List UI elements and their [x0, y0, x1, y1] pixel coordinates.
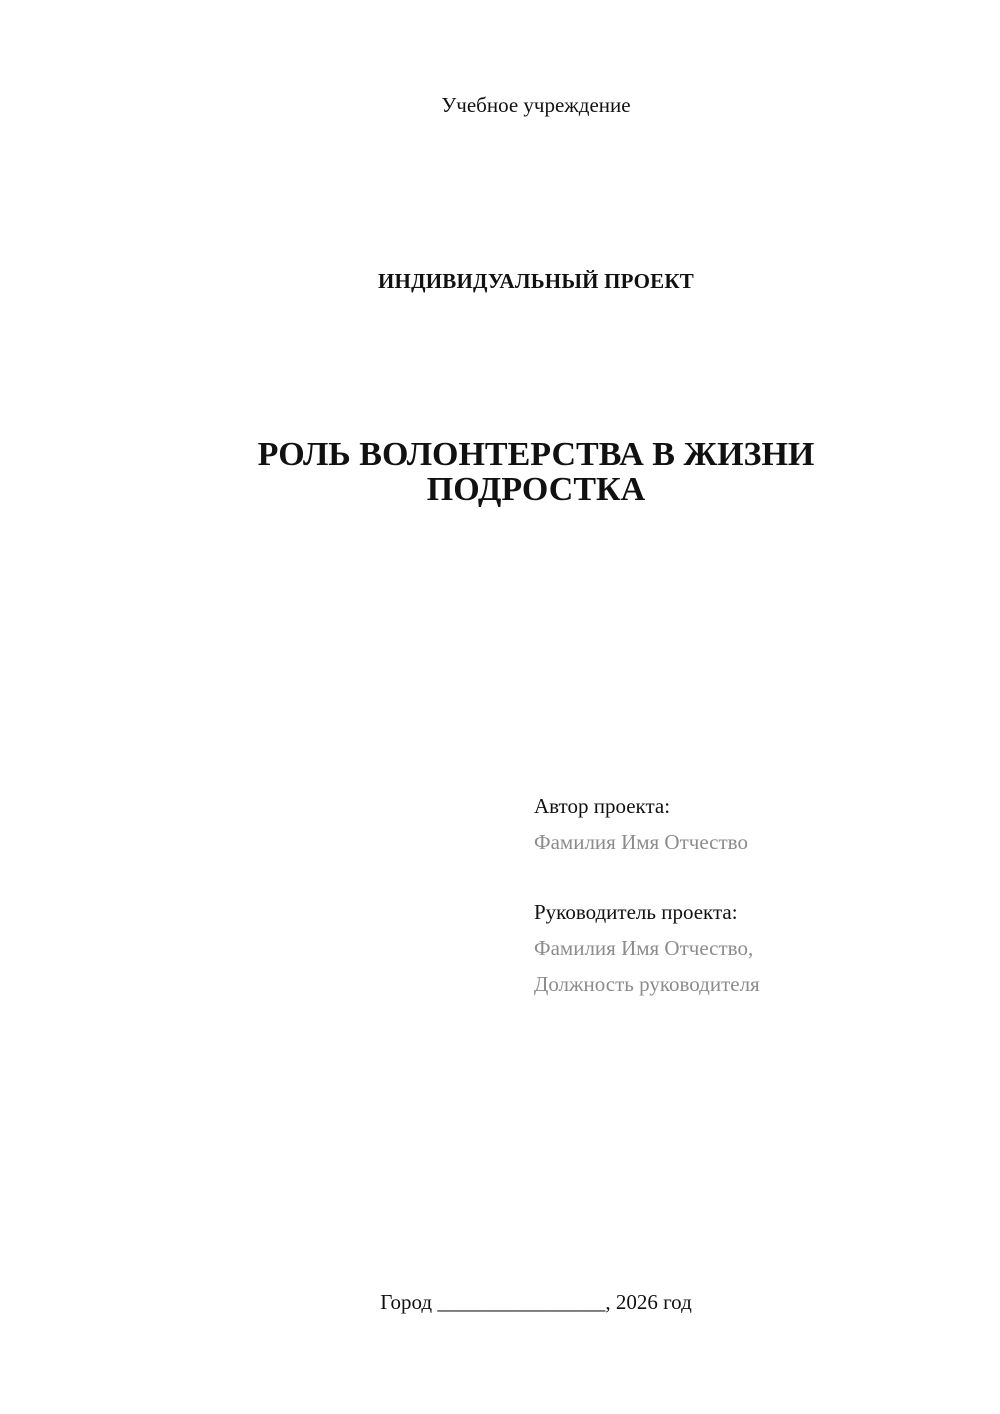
supervisor-label: Руководитель проекта:	[534, 900, 738, 924]
credits-spacer	[534, 860, 974, 894]
project-type-heading: ИНДИВИДУАЛЬНЫЙ ПРОЕКТ	[378, 269, 694, 293]
institution-name: Учебное учреждение	[441, 93, 631, 117]
supervisor-position: Должность руководителя	[534, 972, 760, 996]
project-title	[0, 437, 1000, 507]
project-title-line-2: ПОДРОСТКА	[426, 471, 646, 508]
project-title-line-1: РОЛЬ ВОЛОНТЕРСТВА В ЖИЗНИ	[257, 436, 815, 473]
author-label: Автор проекта:	[534, 794, 671, 818]
author-name: Фамилия Имя Отчество	[534, 830, 748, 854]
credits-block	[534, 788, 974, 1002]
city-year-line: Город ________________, 2026 год	[380, 1290, 692, 1314]
supervisor-name: Фамилия Имя Отчество,	[534, 936, 754, 960]
